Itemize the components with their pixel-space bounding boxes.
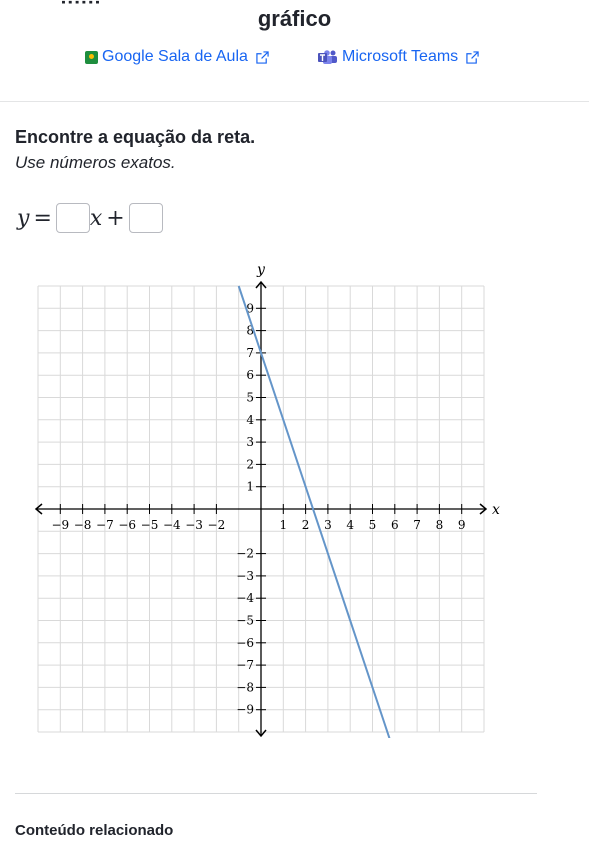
y-tick-label: 4	[246, 412, 254, 427]
y-tick-label: −5	[236, 613, 254, 628]
y-tick-label: 7	[246, 345, 254, 360]
google-classroom-link[interactable]	[85, 48, 269, 66]
x-axis-label: x	[492, 502, 500, 518]
google-classroom-icon	[85, 51, 98, 64]
y-tick-label: 2	[246, 457, 254, 472]
x-tick-label: 9	[457, 518, 466, 532]
x-tick-label: 3	[324, 518, 332, 532]
equation-equals: =	[33, 205, 52, 231]
divider	[0, 101, 589, 102]
x-tick-label: 2	[301, 518, 310, 532]
x-tick-label: −8	[73, 518, 92, 532]
external-link-icon	[466, 51, 479, 64]
external-link-icon	[256, 51, 269, 64]
previous-title-fragment	[0, 0, 589, 4]
google-classroom-label: Google Sala de Aula	[102, 48, 248, 65]
y-tick-label: −3	[236, 568, 254, 583]
coordinate-plane	[30, 258, 500, 738]
series	[239, 286, 395, 738]
page-title: gráfico	[257, 6, 332, 31]
equation-lhs: y	[17, 205, 30, 231]
equation-row	[17, 200, 163, 236]
x-tick-label: 7	[413, 518, 421, 532]
y-tick-label: −2	[236, 546, 254, 561]
x-tick-label: −4	[162, 518, 181, 532]
y-tick-label: −7	[236, 658, 254, 673]
slope-input[interactable]	[56, 203, 90, 233]
microsoft-teams-label: Microsoft Teams	[342, 48, 459, 65]
x-tick-label: −3	[185, 518, 203, 532]
intercept-input[interactable]	[129, 203, 163, 233]
exercise-subprompt: Use números exatos.	[15, 153, 176, 172]
y-tick-label: −6	[236, 635, 254, 650]
y-tick-label: 3	[246, 435, 254, 450]
y-axis-label: y	[257, 262, 265, 278]
x-tick-label: 6	[390, 518, 399, 532]
equation-plus: +	[106, 205, 125, 231]
series-line	[239, 286, 395, 738]
x-tick-label: 1	[279, 518, 288, 532]
y-tick-label: 5	[246, 390, 254, 405]
y-tick-label: −8	[236, 680, 254, 695]
y-tick-label: 1	[246, 479, 254, 494]
exercise-prompt: Encontre a equação da reta.	[15, 127, 256, 147]
related-content-heading: Conteúdo relacionado	[15, 822, 174, 839]
x-tick-label: 8	[435, 518, 444, 532]
x-tick-label: −6	[118, 518, 137, 532]
y-tick-label: 9	[246, 301, 254, 316]
microsoft-teams-link[interactable]	[318, 48, 479, 66]
divider	[15, 793, 537, 794]
y-tick-label: 8	[246, 323, 254, 338]
microsoft-teams-icon	[318, 50, 338, 65]
equation-x: x	[89, 205, 103, 231]
x-tick-label: −9	[51, 518, 70, 532]
x-tick-label: −5	[140, 518, 159, 532]
x-tick-label: 4	[346, 518, 355, 532]
x-tick-label: −2	[207, 518, 226, 532]
share-links	[0, 48, 589, 72]
y-tick-label: −4	[236, 591, 254, 606]
y-tick-label: −9	[236, 702, 254, 717]
x-tick-label: −7	[96, 518, 114, 532]
y-tick-label: 6	[246, 368, 254, 383]
x-tick-label: 5	[368, 518, 377, 532]
